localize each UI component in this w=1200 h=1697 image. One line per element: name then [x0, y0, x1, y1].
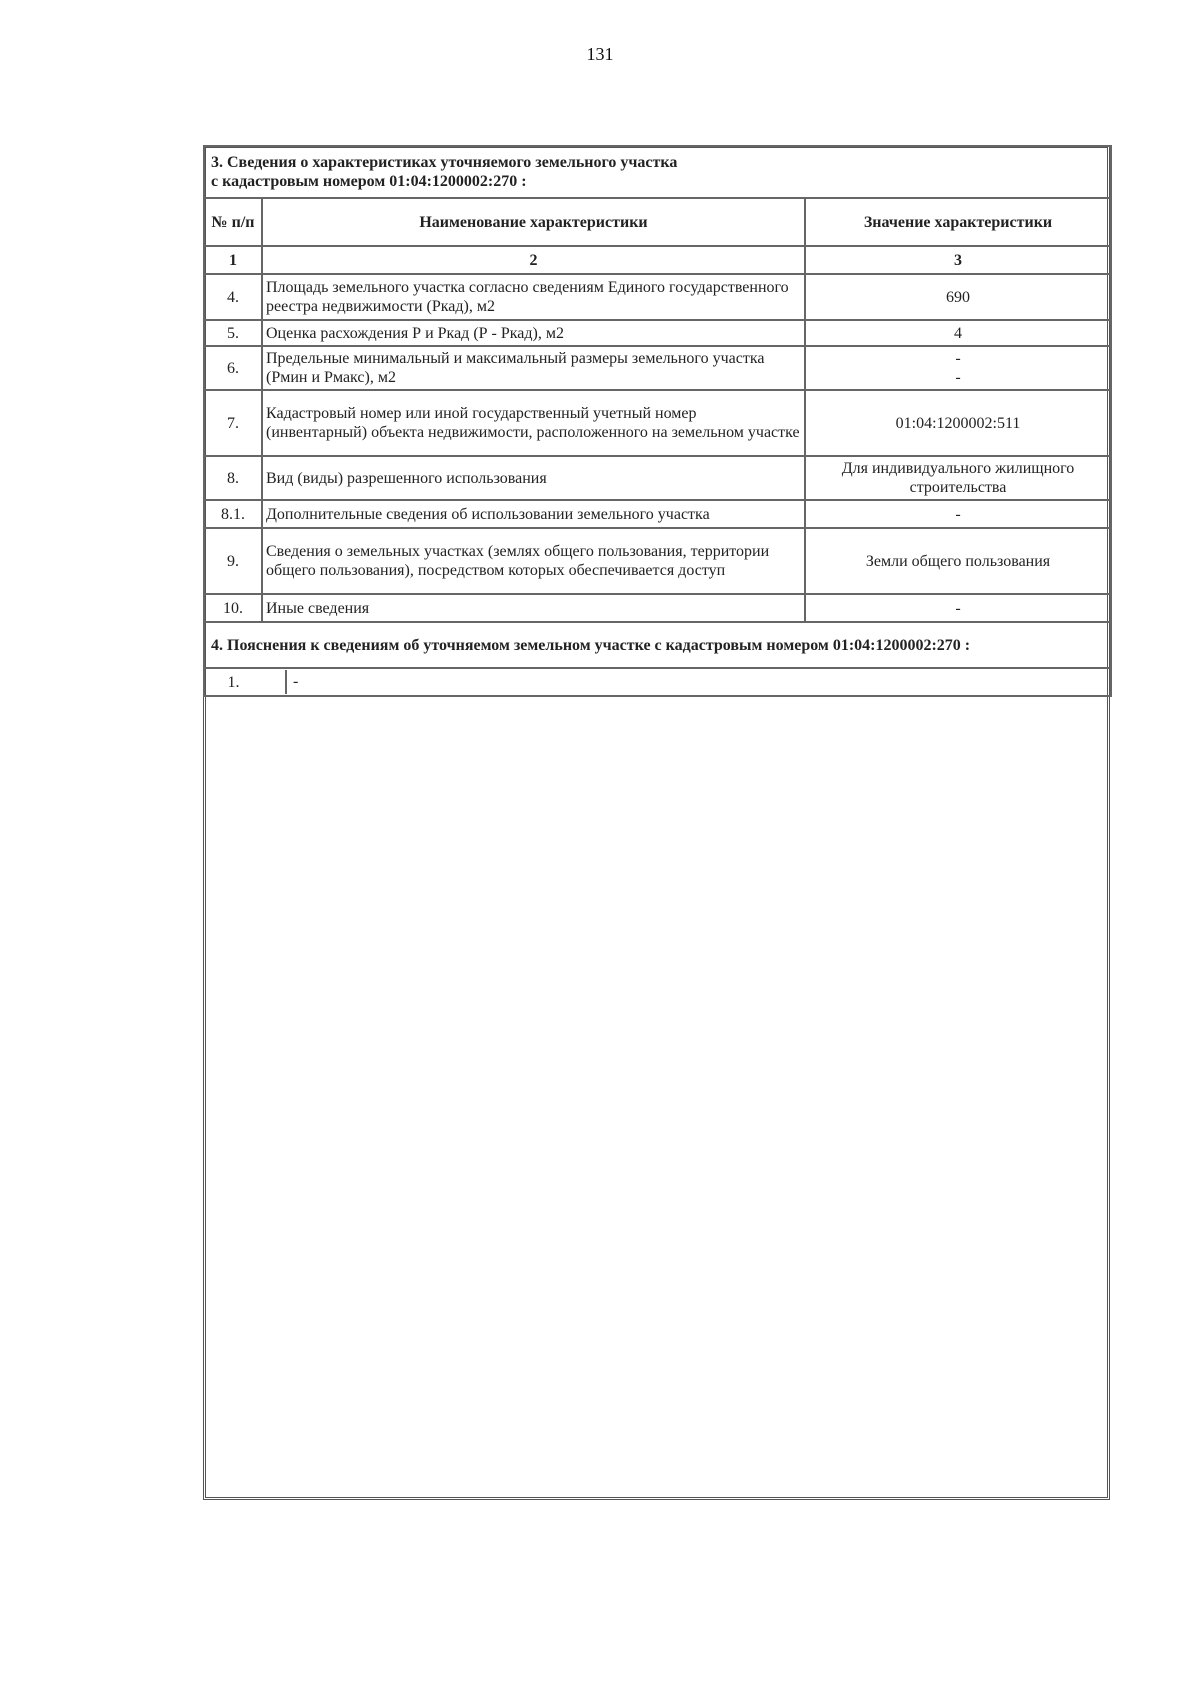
- table-row: [204, 390, 1111, 456]
- characteristic-name: Вид (виды) разрешенного использования: [262, 456, 805, 500]
- column-number: 2: [262, 246, 805, 274]
- characteristic-value: [805, 500, 1111, 528]
- value-line: 4: [954, 324, 962, 342]
- row-number: 8.1.: [204, 500, 262, 528]
- value-line: -: [955, 599, 961, 617]
- explanation-text: -: [285, 670, 298, 694]
- characteristics-table: [203, 145, 1112, 697]
- characteristic-name: Оценка расхождения Р и Ркад (Р - Ркад), м2: [262, 320, 805, 346]
- characteristic-value: [805, 320, 1111, 346]
- value-line: -: [955, 505, 961, 523]
- row-number: 5.: [204, 320, 262, 346]
- value-line: 690: [946, 288, 970, 306]
- table-row: [204, 500, 1111, 528]
- table-row: [204, 456, 1111, 500]
- characteristic-value: [805, 390, 1111, 456]
- value-line: Земли общего пользования: [865, 552, 1051, 570]
- row-number: 4.: [204, 274, 262, 320]
- characteristic-value: [805, 528, 1111, 594]
- value-line: -: [955, 369, 961, 387]
- table-row: [204, 320, 1111, 346]
- row-number: 8.: [204, 456, 262, 500]
- characteristic-name: Кадастровый номер или иной государственный учетный номер (инвентарный) объекта недвижимости, расположенного на земельном участке: [262, 390, 805, 456]
- column-number: 1: [204, 246, 262, 274]
- table-row: [204, 594, 1111, 622]
- row-number: 10.: [204, 594, 262, 622]
- characteristic-value: [805, 274, 1111, 320]
- characteristic-name: Площадь земельного участка согласно сведениям Единого государственного реестра недвижимости (Ркад), м2: [262, 274, 805, 320]
- section4-title: 4. Пояснения к сведениям об уточняемом земельном участке с кадастровым номером 01:04:1200002:270 :: [204, 622, 1111, 668]
- row-number: 6.: [204, 346, 262, 390]
- section3-title-line2: с кадастровым номером 01:04:1200002:270 :: [211, 173, 527, 191]
- section3-title: [204, 146, 1111, 198]
- page-number: 131: [586, 44, 614, 64]
- table-header-row: [204, 198, 1111, 246]
- value-line: 01:04:1200002:511: [895, 414, 1021, 432]
- characteristic-value: [805, 594, 1111, 622]
- header-name: Наименование характеристики: [262, 198, 805, 246]
- characteristic-name: Предельные минимальный и максимальный размеры земельного участка (Рмин и Рмакс), м2: [262, 346, 805, 390]
- row-number: 7.: [204, 390, 262, 456]
- column-number-row: [204, 246, 1111, 274]
- table-row: [204, 346, 1111, 390]
- characteristic-value: [805, 346, 1111, 390]
- header-num: № п/п: [204, 198, 262, 246]
- characteristic-value: [805, 456, 1111, 500]
- column-number: 3: [805, 246, 1111, 274]
- table-row: [204, 274, 1111, 320]
- value-line: -: [955, 350, 961, 368]
- value-line: Для индивидуального жилищного строительства: [841, 460, 1075, 497]
- header-value: Значение характеристики: [805, 198, 1111, 246]
- table-row: [204, 528, 1111, 594]
- section3-title-line1: 3. Сведения о характеристиках уточняемого земельного участка: [211, 154, 678, 171]
- characteristic-name: Сведения о земельных участках (землях общего пользования, территории общего пользования), посредством которых обеспечивается доступ: [262, 528, 805, 594]
- characteristic-name: Дополнительные сведения об использовании земельного участка: [262, 500, 805, 528]
- explanation-row: [204, 668, 1111, 696]
- explanation-number: 1.: [204, 668, 262, 696]
- characteristic-name: Иные сведения: [262, 594, 805, 622]
- row-number: 9.: [204, 528, 262, 594]
